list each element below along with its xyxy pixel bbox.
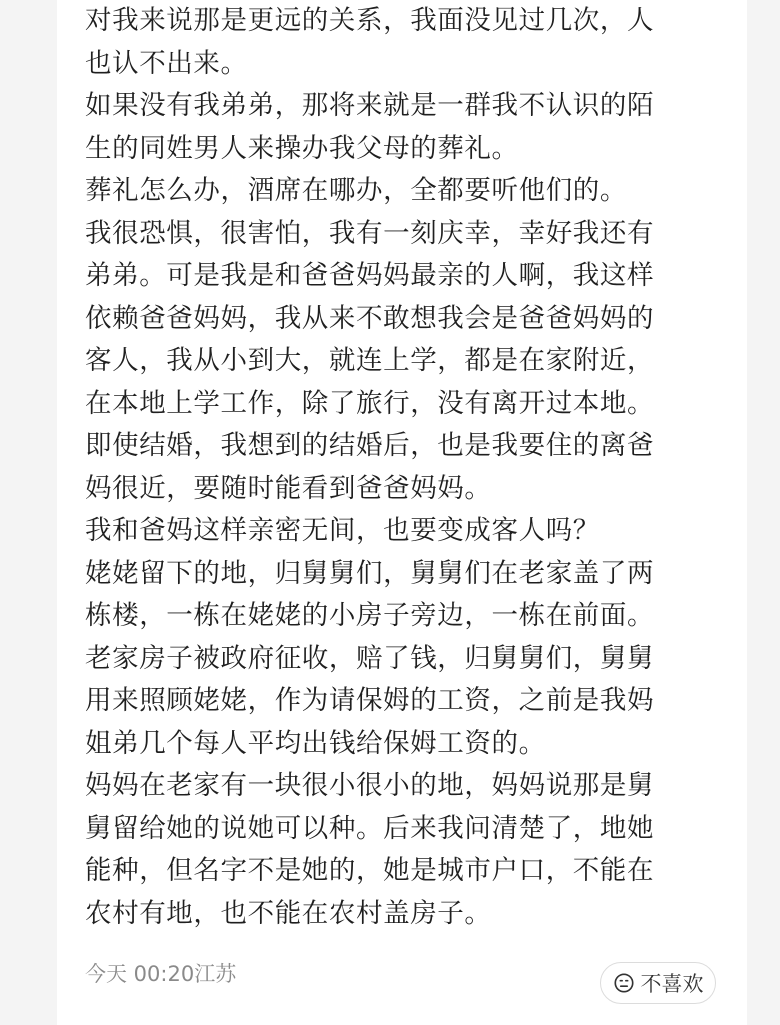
paragraph-line: 客人，我从小到大，就连上学，都是在家附近，	[85, 345, 655, 376]
dislike-button[interactable]	[600, 962, 716, 1004]
paragraph-line: 我和爸妈这样亲密无间，也要变成客人吗？	[85, 515, 600, 546]
paragraph-line: 即使结婚，我想到的结婚后，也是我要住的离爸	[85, 430, 655, 461]
paragraph-line: 我很恐惧，很害怕，我有一刻庆幸，幸好我还有	[85, 217, 655, 249]
paragraph-line: 老家房子被政府征收，赔了钱，归舅舅们，舅舅	[85, 642, 655, 674]
paragraph-line: 姐弟几个每人平均出钱给保姆工资的。	[85, 727, 546, 759]
paragraph-line: 弟弟。可是我是和爸爸妈妈最亲的人啊，我这样	[85, 260, 655, 291]
paragraph-line: 在本地上学工作，除了旅行，没有离开过本地。	[85, 387, 655, 419]
paragraph-line: 依赖爸爸妈妈，我从来不敢想我会是爸爸妈妈的	[85, 302, 655, 334]
dislike-label: 不喜欢	[640, 972, 704, 996]
paragraph-line: 妈很近，要随时能看到爸爸妈妈。	[85, 472, 492, 504]
paragraph-line: 妈妈在老家有一块很小很小的地，妈妈说那是舅	[85, 770, 655, 801]
paragraph-line: 姥姥留下的地，归舅舅们，舅舅们在老家盖了两	[85, 557, 655, 589]
paragraph-line: 葬礼怎么办，酒席在哪办，全都要听他们的。	[85, 175, 627, 206]
paragraph-line: 如果没有我弟弟，那将来就是一群我不认识的陌	[85, 90, 655, 121]
answer-card	[57, 0, 747, 1025]
paragraph-line: 用来照顾姥姥，作为请保姆的工资，之前是我妈	[85, 685, 655, 716]
paragraph-line: 能种，但名字不是她的，她是城市户口，不能在	[85, 855, 655, 886]
paragraph-line: 也认不出来。	[85, 47, 248, 79]
paragraph-line: 舅留给她的说她可以种。后来我问清楚了，地她	[85, 812, 655, 844]
paragraph-line: 对我来说那是更远的关系，我面没见过几次，人	[85, 5, 655, 36]
paragraph-line: 农村有地，也不能在农村盖房子。	[85, 897, 492, 929]
answer-body	[85, 0, 715, 935]
post-time-location: 今天 00:20江苏	[85, 962, 237, 986]
sad-face-icon	[613, 972, 635, 994]
paragraph-line: 生的同姓男人来操办我父母的葬礼。	[85, 132, 519, 164]
paragraph-line: 栋楼，一栋在姥姥的小房子旁边，一栋在前面。	[85, 600, 655, 631]
